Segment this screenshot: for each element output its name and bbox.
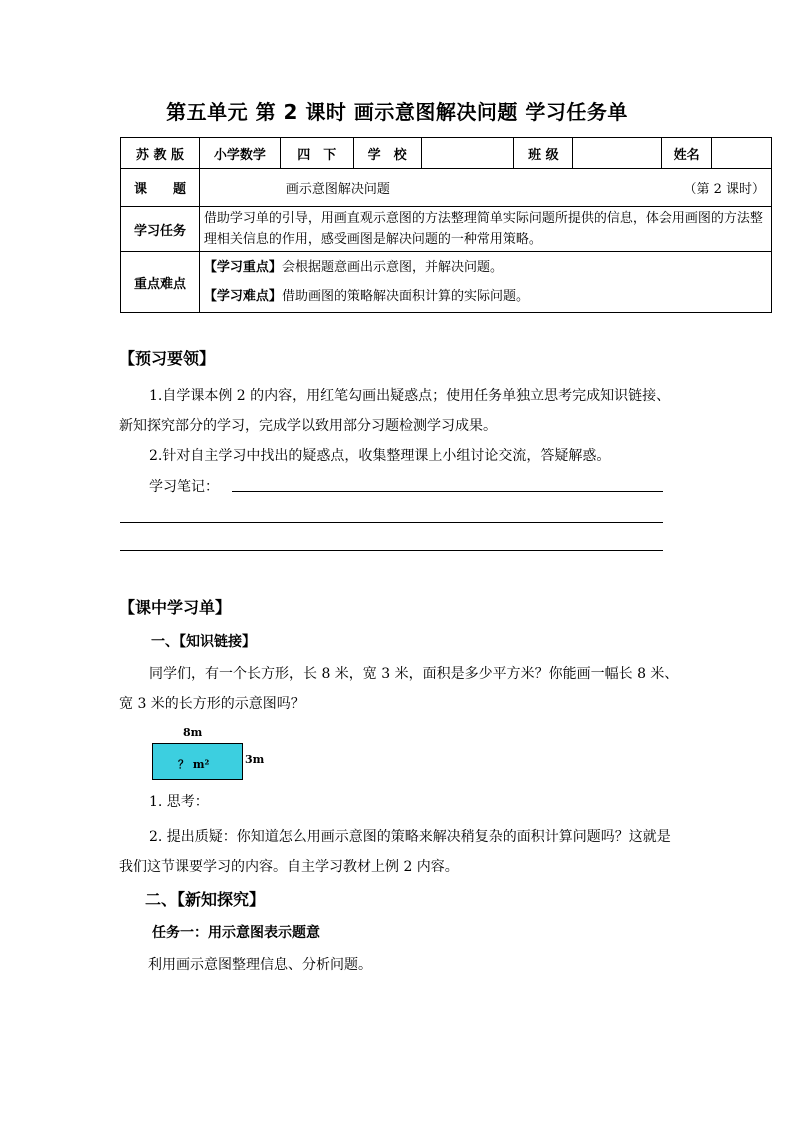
- notes-label: 学习笔记：: [149, 479, 219, 495]
- task1-text: 利用画示意图整理信息、分析问题。: [148, 957, 372, 973]
- topic-label: 课 题: [121, 169, 200, 207]
- question-1: 1. 思考：: [149, 794, 209, 810]
- topic-cell: [199, 169, 771, 207]
- preview-heading: 【预习要领】: [119, 349, 216, 368]
- page-title: 第五单元 第 2 课时 画示意图解决问题 学习任务单: [166, 100, 628, 124]
- name-label: 姓名: [662, 138, 712, 169]
- diagram-inner-label: ？ m²: [178, 758, 210, 771]
- notes-line-2[interactable]: [120, 522, 663, 523]
- period-value: （第 2 课时）: [683, 182, 765, 197]
- knowledge-link-text: 同学们，有一个长方形，长 8 米，宽 3 米，面积是多少平方米？你能画一幅长 8 米、宽 3 米的长方形的示意图吗？: [119, 666, 679, 712]
- school-field[interactable]: [421, 138, 514, 169]
- class-label: 班 级: [514, 138, 573, 169]
- grade-cell: 四 下: [280, 138, 353, 169]
- key-tag: 【学习重点】: [203, 260, 282, 275]
- class-field[interactable]: [573, 138, 662, 169]
- diff-tag: 【学习难点】: [203, 289, 282, 304]
- task-text: 借助学习单的引导，用画直观示意图的方法整理简单实际问题所提供的信息，体会用画图的方法整理相关信息的作用，感受画图是解决问题的一种常用策略。: [199, 207, 771, 252]
- preview-p1: 1.自学课本例 2 的内容，用红笔勾画出疑惑点；使用任务单独立思考完成知识链接、新知探究部分的学习，完成学以致用部分习题检测学习成果。: [119, 388, 671, 434]
- preview-p2: 2.针对自主学习中找出的疑惑点，收集整理课上小组讨论交流，答疑解惑。: [149, 448, 611, 464]
- school-label: 学 校: [353, 138, 421, 169]
- name-field[interactable]: [712, 138, 772, 169]
- class-sheet-heading: 【课中学习单】: [119, 598, 232, 617]
- task1-heading: 任务一：用示意图表示题意: [152, 925, 320, 941]
- knowledge-link-heading: 一、【知识链接】: [151, 634, 256, 650]
- key-text: 会根据题意画出示意图，并解决问题。: [281, 260, 503, 275]
- diagram-top-label: 8m: [183, 726, 203, 739]
- new-knowledge-heading: 二、【新知探究】: [145, 890, 266, 909]
- notes-line-1[interactable]: [232, 491, 663, 492]
- diff-text: 借助画图的策略解决面积计算的实际问题。: [281, 289, 529, 304]
- key-label: 重点难点: [121, 252, 200, 313]
- diagram-side-label: 3m: [245, 753, 265, 766]
- notes-line-3[interactable]: [120, 550, 663, 551]
- task-label: 学习任务: [121, 207, 200, 252]
- topic-value: 画示意图解决问题: [285, 182, 390, 197]
- question-2: 2. 提出质疑：你知道怎么用画示意图的策略来解决稍复杂的面积计算问题吗？这就是我们这节课要学习的内容。自主学习教材上例 2 内容。: [119, 829, 671, 875]
- publisher-cell: 苏 教 版: [121, 138, 200, 169]
- info-table: [120, 137, 772, 313]
- subject-cell: 小学数学: [199, 138, 280, 169]
- key-cell: [199, 252, 771, 313]
